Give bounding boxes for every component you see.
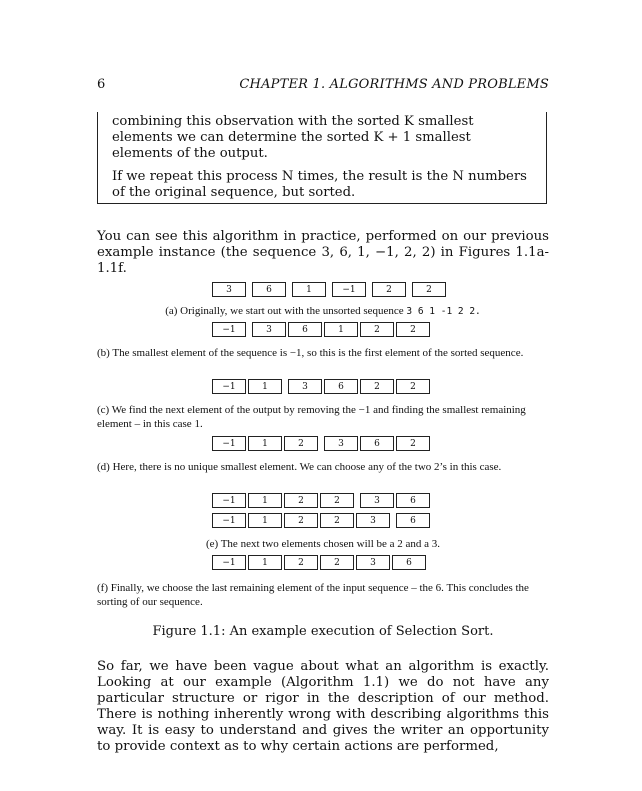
page-number: 6 — [97, 77, 106, 92]
sequence-cell: 2 — [360, 322, 394, 337]
sequence-cell: 2 — [396, 436, 430, 451]
sequence-cell: 1 — [248, 436, 282, 451]
sequence-cell: 3 — [360, 493, 394, 508]
algorithm-box — [97, 112, 547, 204]
sequence-cell: 2 — [284, 555, 318, 570]
sequence-cell: 6 — [324, 379, 358, 394]
intro-paragraph — [97, 229, 549, 277]
box-paragraph-2: If we repeat this process N times, the result is the N numbers of the original sequence, but sorted. — [112, 169, 527, 200]
sequence-f — [212, 555, 428, 570]
caption-d: (d) Here, there is no unique smallest element. We can choose any of the two 2’s in this case. — [97, 461, 502, 473]
sequence-cell: −1 — [212, 513, 246, 528]
sequence-e2 — [212, 513, 432, 528]
sequence-cell: 2 — [360, 379, 394, 394]
box-paragraph-1: combining this observation with the sorted K smallest elements we can determine the sorted K + 1 smallest elements of the output. — [112, 114, 474, 161]
sequence-cell: 6 — [396, 493, 430, 508]
sequence-cell: −1 — [212, 555, 246, 570]
figure-caption: Figure 1.1: An example execution of Selection Sort. — [152, 624, 494, 639]
sequence-cell: 1 — [248, 379, 282, 394]
sequence-cell: 2 — [396, 322, 430, 337]
sequence-cell: −1 — [212, 493, 246, 508]
sequence-cell: 2 — [320, 493, 354, 508]
sequence-cell: 6 — [360, 436, 394, 451]
sequence-cell: 3 — [324, 436, 358, 451]
sequence-cell: 1 — [292, 282, 326, 297]
closing-paragraph — [97, 659, 549, 755]
caption-b: (b) The smallest element of the sequence is −1, so this is the first element of the sorted sequence. — [97, 347, 524, 359]
intro-text: You can see this algorithm in practice, performed on our previous example instance (the sequence 3, 6, 1, −1, 2, 2) in Figures 1.1a-1.1f. — [97, 229, 549, 276]
sequence-b — [212, 322, 432, 337]
caption-a-text: (a) Originally, we start out with the unsorted sequence — [165, 305, 407, 317]
sequence-cell: 2 — [284, 513, 318, 528]
sequence-cell: 6 — [252, 282, 286, 297]
caption-a — [97, 304, 549, 319]
sequence-cell: −1 — [212, 322, 246, 337]
sequence-cell: 2 — [284, 436, 318, 451]
sequence-cell: 1 — [324, 322, 358, 337]
sequence-cell: 1 — [248, 513, 282, 528]
sequence-cell: −1 — [212, 379, 246, 394]
sequence-cell: 3 — [356, 513, 390, 528]
caption-a-code: 3 6 1 -1 2 2. — [406, 306, 481, 317]
sequence-d — [212, 436, 432, 451]
caption-e: (e) The next two elements chosen will be a 2 and a 3. — [205, 538, 441, 550]
sequence-cell: 2 — [320, 555, 354, 570]
sequence-cell: 1 — [248, 555, 282, 570]
sequence-cell: 2 — [396, 379, 430, 394]
sequence-cell: 3 — [288, 379, 322, 394]
sequence-cell: −1 — [212, 436, 246, 451]
chapter-title: CHAPTER 1. ALGORITHMS AND PROBLEMS — [239, 77, 549, 92]
sequence-cell: 2 — [372, 282, 406, 297]
sequence-cell: 3 — [212, 282, 246, 297]
caption-f: (f) Finally, we choose the last remaining element of the input sequence – the 6. This concludes the sorting of our sequence. — [97, 582, 529, 608]
sequence-cell: 3 — [356, 555, 390, 570]
sequence-c — [212, 379, 432, 394]
caption-c: (c) We find the next element of the output by removing the −1 and finding the smallest remaining element – in this case 1. — [97, 404, 526, 430]
sequence-cell: 3 — [252, 322, 286, 337]
sequence-cell: 6 — [392, 555, 426, 570]
sequence-cell: 2 — [284, 493, 318, 508]
sequence-cell: 2 — [412, 282, 446, 297]
sequence-cell: 2 — [320, 513, 354, 528]
sequence-e1 — [212, 493, 432, 508]
closing-text: So far, we have been vague about what an algorithm is exactly. Looking at our example (Algorithm 1.1) we do not have any particular structure or rigor in the description of our method. There is nothing inherently wrong with describing algorithms this way. It is easy to understand and gives the writer an opportunity to provide context as to why certain actions are performed, — [97, 659, 549, 754]
sequence-cell: 6 — [396, 513, 430, 528]
sequence-cell: 6 — [288, 322, 322, 337]
sequence-cell: −1 — [332, 282, 366, 297]
sequence-a — [212, 282, 452, 297]
sequence-cell: 1 — [248, 493, 282, 508]
